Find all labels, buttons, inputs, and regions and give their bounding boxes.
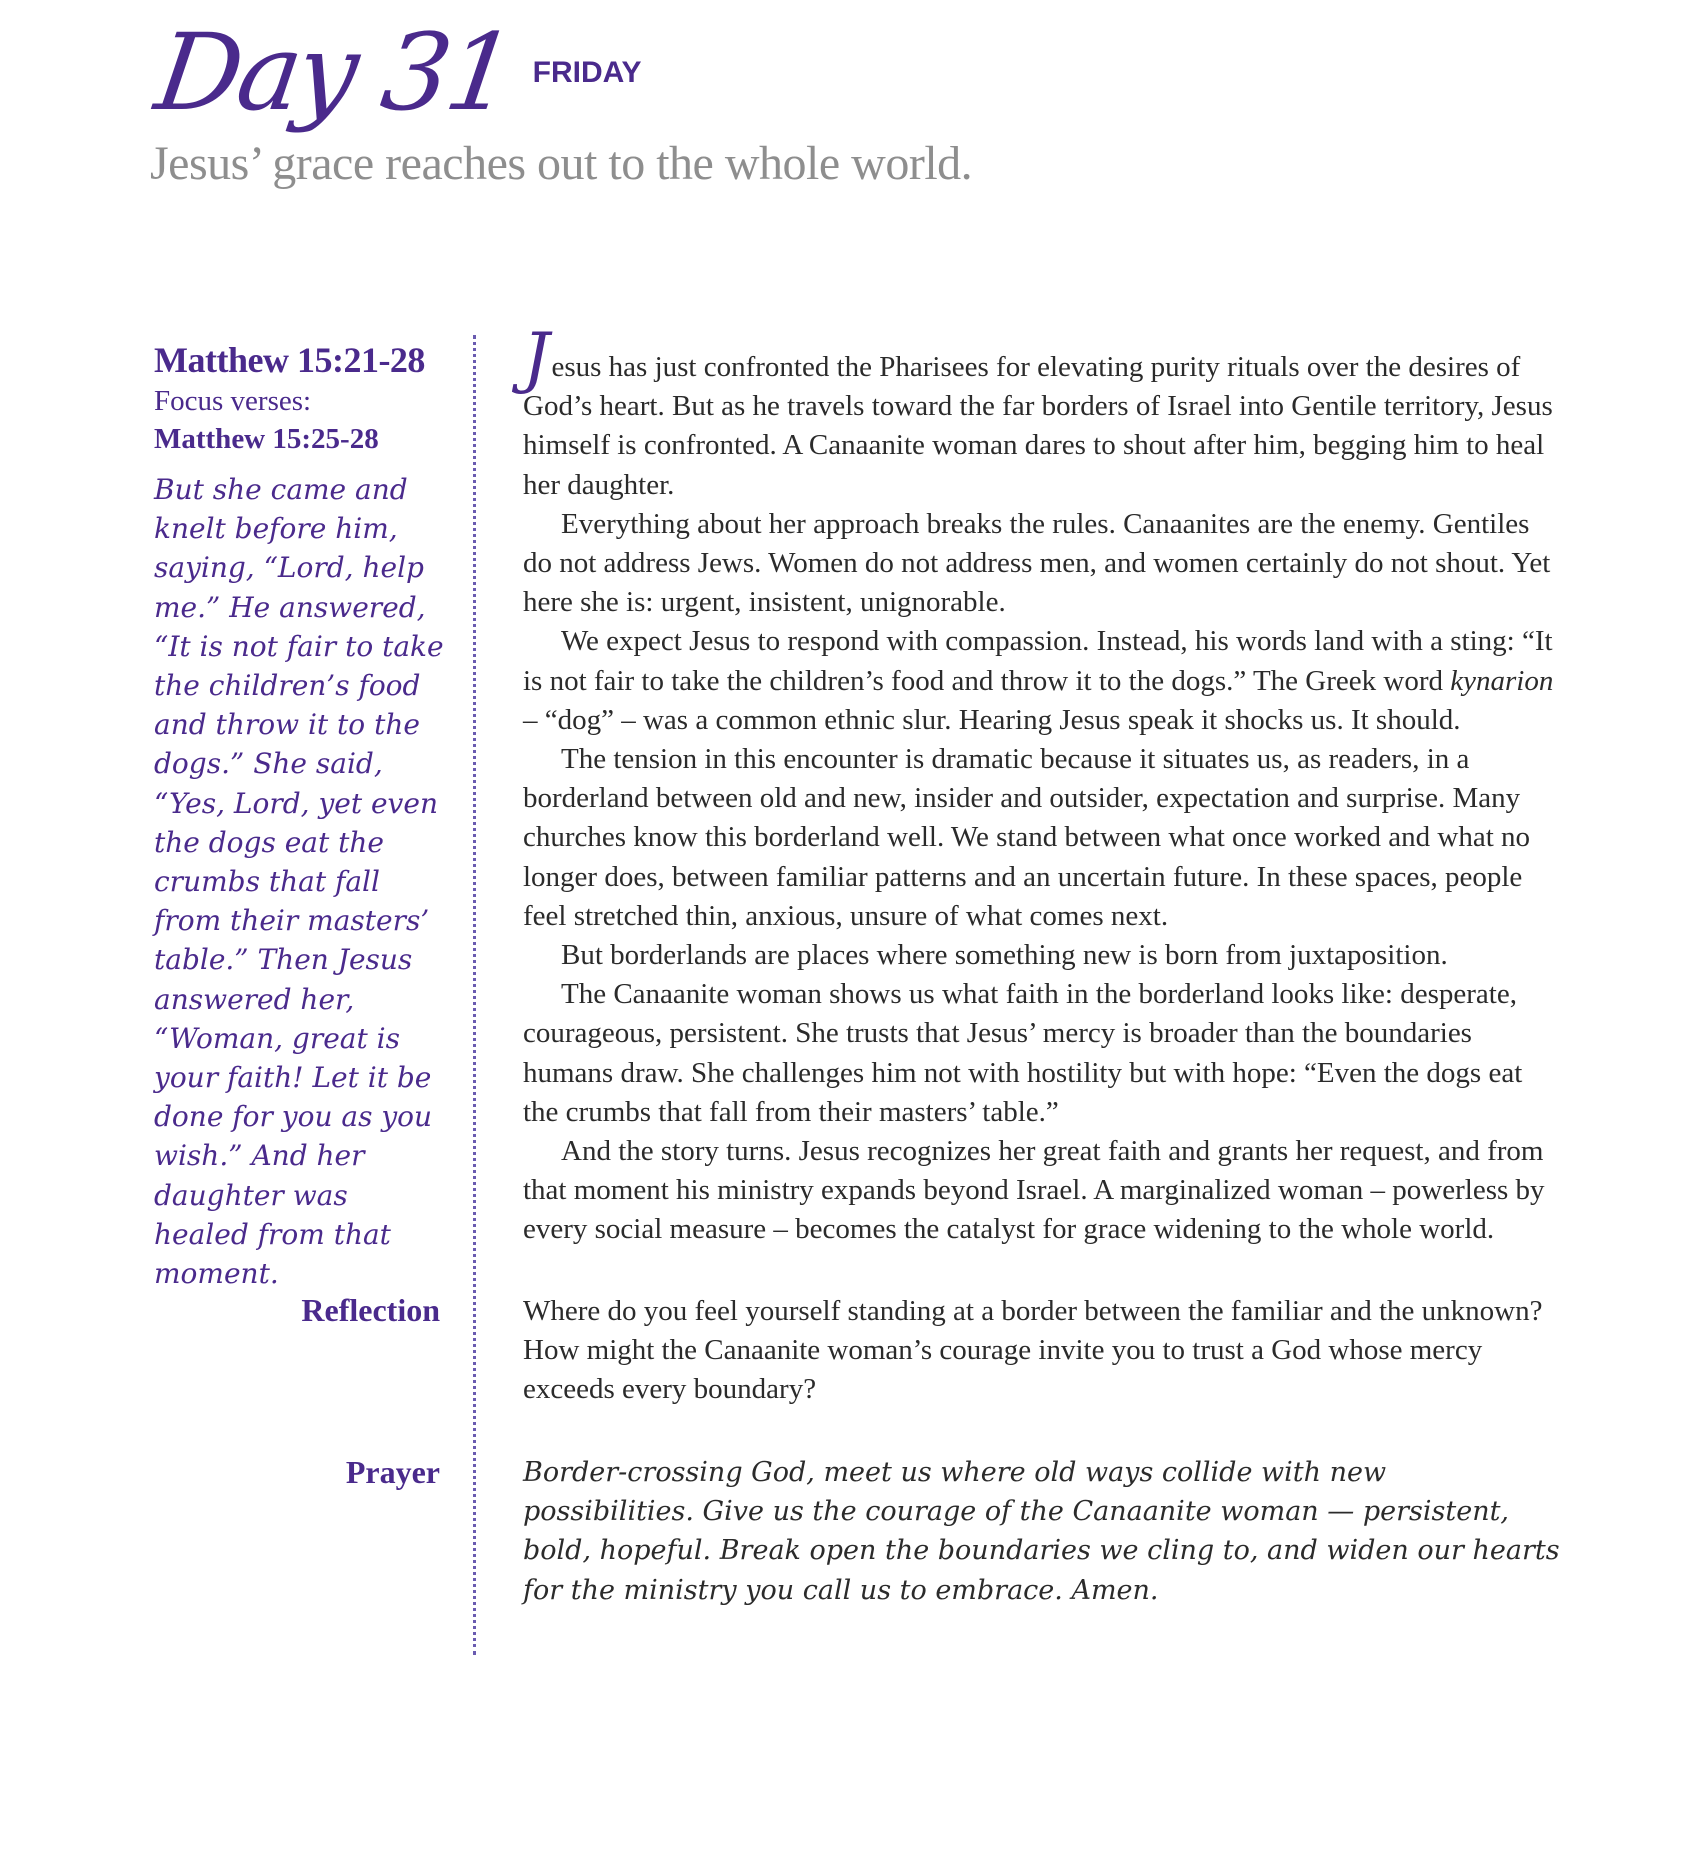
reflection-heading: Reflection (301, 1292, 440, 1328)
drop-cap: J (523, 319, 550, 396)
reflection-text: Where do you feel yourself standing at a border between the familiar and the unknown? How might the Canaanite woman’s courage invite you to trust a God whose mercy exceeds every boundary? (523, 1295, 1543, 1406)
greek-term: kynarion (1450, 664, 1554, 697)
dotted-divider (473, 335, 476, 1655)
paragraph-text: – “dog” – was a common ethnic slur. Hearing Jesus speak it shocks us. It should. (523, 703, 1461, 736)
body-paragraph (523, 622, 1563, 740)
day-subtitle: Jesus’ grace reaches out to the whole world. (150, 137, 973, 190)
weekday-label: FRIDAY (532, 56, 642, 89)
body-paragraph: But borderlands are places where something new is born from juxtaposition. (561, 939, 1448, 972)
body-paragraph: The tension in this encounter is dramatic because it situates us, as readers, in a borderland between old and new, insider and outsider, expectation and surprise. Many churches know this borderland well. We stand between what once worked and what no longer does, between familiar patterns and an uncertain future. In these spaces, people feel stretched thin, anxious, unsure of what comes next. (523, 743, 1530, 932)
passage-reference: Matthew 15:21-28 (154, 340, 425, 380)
prayer-heading: Prayer (345, 1454, 440, 1490)
paragraph-text: We expect Jesus to respond with compassion. Instead, his words land with a sting: “It is not fair to take the children’s food and throw it to the dogs.” The Greek word (523, 625, 1553, 697)
devotional-body (523, 319, 1563, 1250)
day-heading (148, 11, 1550, 134)
body-paragraph: The Canaanite woman shows us what faith in the borderland looks like: desperate, courageous, persistent. She trusts that Jesus’ mercy is broader than the boundaries humans draw. She challenges him not with hostility but with hope: “Even the dogs eat the crumbs that fall from their masters’ table.” (523, 978, 1523, 1128)
prayer-text: Border-crossing God, meet us where old ways collide with new possibilities. Give us the courage of the Canaanite woman — persistent, bold, hopeful. Break open the boundaries we cling to, and widen our hearts for the ministry you call us to embrace. Amen. (523, 1457, 1560, 1606)
focus-verses-label: Focus verses: (154, 385, 312, 417)
page-header (148, 11, 1550, 191)
body-paragraph (523, 319, 1563, 505)
scripture-sidebar (154, 340, 454, 1293)
paragraph-text: esus has just confronted the Pharisees for elevating purity rituals over the desires of God’s heart. But as he travels toward the far borders of Israel into Gentile territory, Jesus himself is confronted. A Canaanite woman dares to shout after him, begging him to heal her daughter. (523, 351, 1553, 501)
focus-verses-reference: Matthew 15:25-28 (154, 423, 379, 455)
day-title: Day 31 (148, 11, 519, 134)
body-paragraph: Everything about her approach breaks the rules. Canaanites are the enemy. Gentiles do not address Jews. Women do not address men, and women certainly do not shout. Yet here she is: urgent, insistent, unignorable. (523, 507, 1551, 619)
body-paragraph: And the story turns. Jesus recognizes her great faith and grants her request, and from that moment his ministry expands beyond Israel. A marginalized woman – powerless by every social measure – becomes the catalyst for grace widening to the whole world. (523, 1135, 1545, 1246)
focus-verse-text: But she came and knelt before him, saying, “Lord, help me.” He answered, “It is not fair to take the children’s food and throw it to the dogs.” She said, “Yes, Lord, yet even the dogs eat the crumbs that fall from their masters’ table.” Then Jesus answered her, “Woman, great is your faith! Let it be done for you as you wish.” And her daughter was healed from that moment. (154, 473, 444, 1291)
